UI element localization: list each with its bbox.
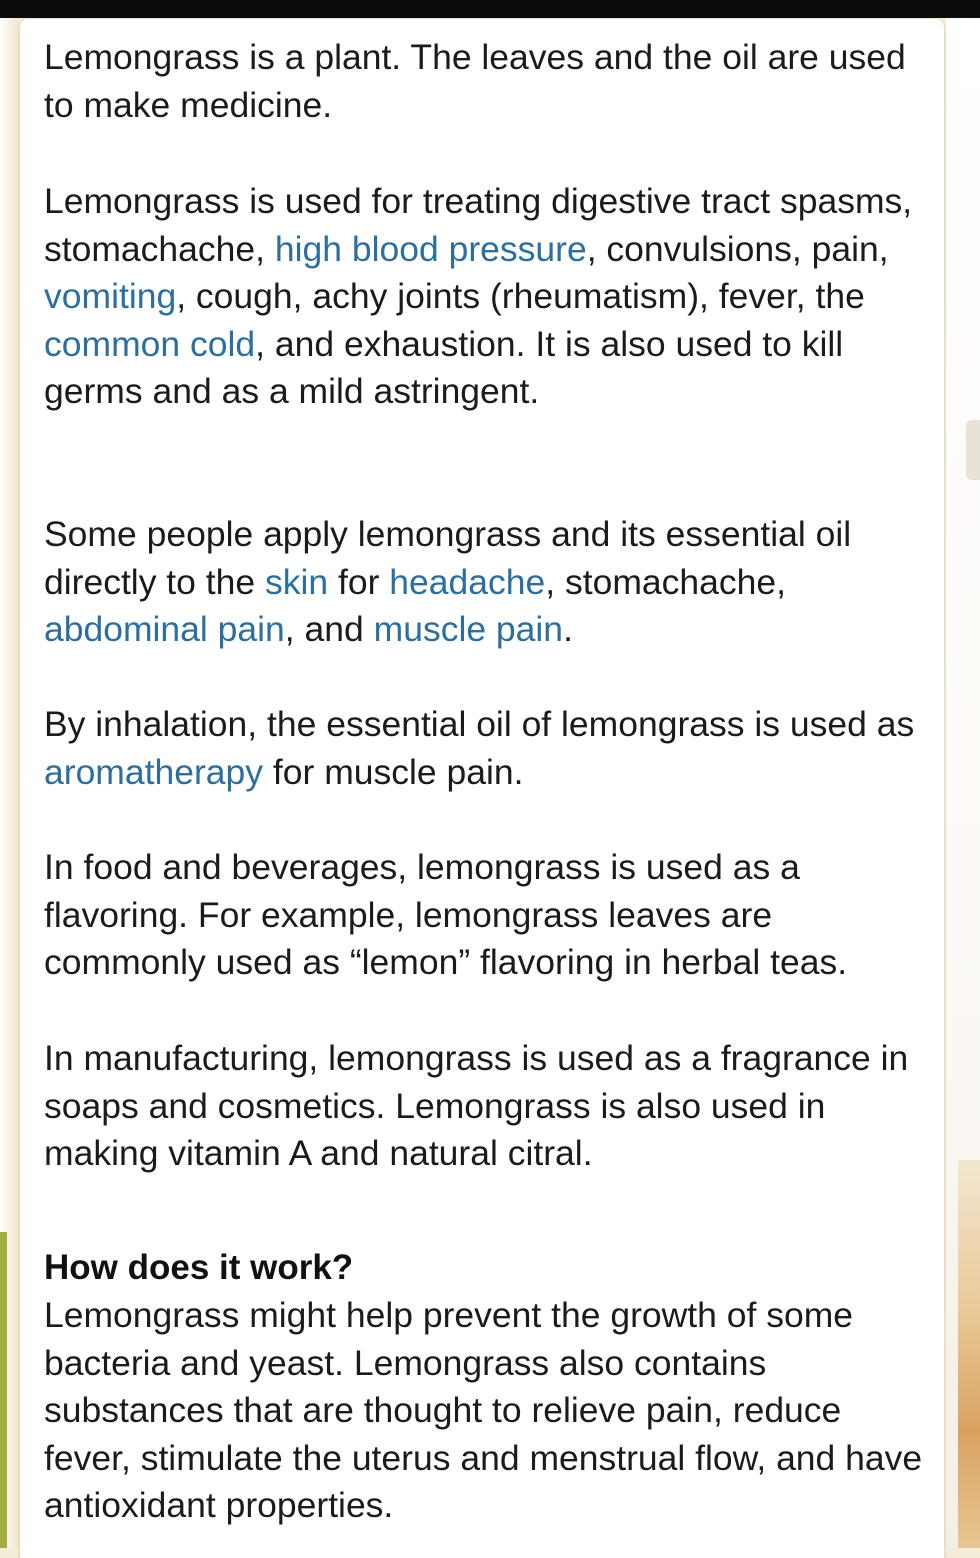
section-heading: How does it work?: [44, 1248, 354, 1287]
scroll-indicator[interactable]: [966, 420, 980, 480]
link-abdominal-pain[interactable]: abdominal pain: [44, 609, 285, 649]
paragraph-manufacturing: [44, 1035, 934, 1178]
paragraph-intro: [44, 34, 934, 129]
link-aromatherapy[interactable]: aromatherapy: [44, 751, 264, 792]
paragraph-text: , and: [284, 609, 374, 649]
paragraph-text: Lemongrass is a plant. The leaves and the oil are used to make medicine.: [44, 37, 906, 125]
paragraph-inhalation: [44, 701, 934, 796]
paragraph-food: [44, 844, 934, 987]
right-background-image: [958, 1160, 980, 1548]
link-high-blood-pressure[interactable]: high blood pressure: [274, 228, 587, 269]
paragraph-text: .: [563, 609, 573, 649]
paragraph-text: , cough, achy joints (rheumatism), fever, the: [176, 276, 865, 316]
link-vomiting[interactable]: vomiting: [44, 276, 177, 316]
paragraph-text: for: [328, 561, 390, 602]
paragraph-mechanism: [44, 1292, 934, 1530]
paragraph-text: , stomachache,: [545, 561, 786, 602]
link-muscle-pain[interactable]: muscle pain: [373, 609, 564, 649]
paragraph-text: In manufacturing, lemongrass is used as a fragrance in soaps and cosmetics. Lemongrass is also used in making vitamin A and natural citral.: [44, 1038, 909, 1173]
link-common-cold[interactable]: common cold: [44, 323, 256, 364]
left-accent-strip: [0, 1232, 7, 1548]
paragraph-text: In food and beverages, lemongrass is used as a flavoring. For example, lemongrass leaves are commonly used as “lemon” flavoring in herbal teas.: [44, 847, 848, 982]
paragraph-uses: [44, 178, 934, 416]
paragraph-text: , convulsions, pain,: [586, 228, 889, 269]
paragraph-text: Some people apply lemongrass and its essential oil directly to the: [44, 514, 852, 602]
status-bar: [0, 0, 980, 18]
paragraph-text: By inhalation, the essential oil of lemongrass is used as: [44, 704, 915, 744]
link-skin[interactable]: skin: [265, 561, 329, 602]
paragraph-topical: [44, 511, 934, 654]
paragraph-text: for muscle pain.: [263, 751, 524, 792]
paragraph-text: , and exhaustion. It is also used to kill germs and as a mild astringent.: [44, 323, 844, 411]
paragraph-text: Lemongrass is used for treating digestive tract spasms, stomachache,: [44, 181, 913, 269]
paragraph-text: Lemongrass might help prevent the growth of some bacteria and yeast. Lemongrass also contains substances that are thought to relieve pain, reduce fever, stimulate the uterus and menstrual flow, and have antioxidant properties.: [44, 1295, 923, 1525]
link-headache[interactable]: headache: [389, 561, 546, 602]
